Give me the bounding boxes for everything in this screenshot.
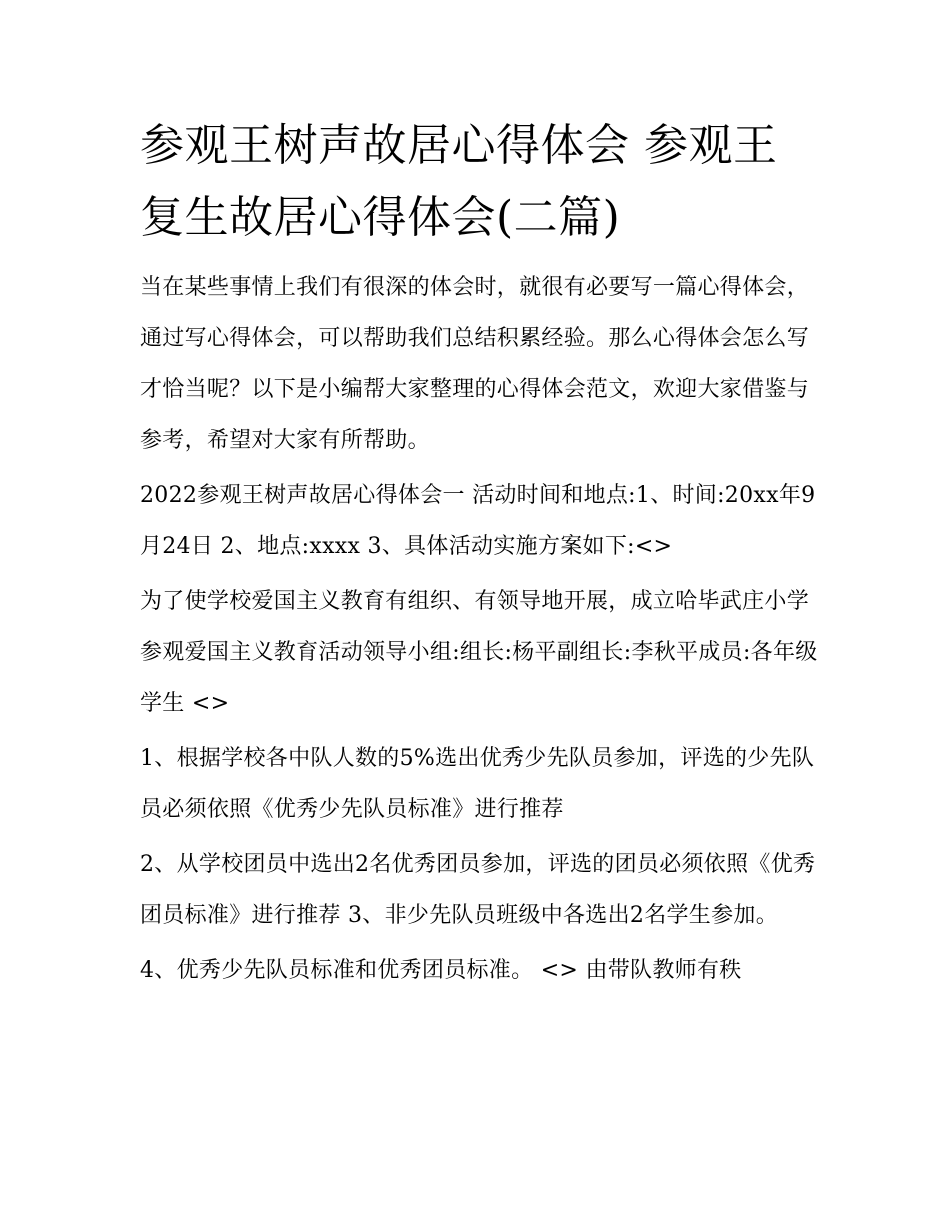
document-title: 参观王树声故居心得体会 参观王复生故居心得体会(二篇) [140,120,778,243]
paragraph-leadership-group: 为了使学校爱国主义教育有组织、有领导地开展，成立哈毕武庄小学参观爱国主义教育活动领导小组:组长:杨平副组长:李秋平成员:各年级学生 <> [140,589,818,716]
paragraph-selection-2: 2、从学校团员中选出2名优秀团员参加，评选的团员必须依照《优秀团员标准》进行推荐 3、非少先队员班级中各选出2名学生参加。 [140,852,816,928]
paragraph-selection-1: 1、根据学校各中队人数的5%选出优秀少先队员参加，评选的少先队员必须依照《优秀少先队员标准》进行推荐 [140,746,815,822]
paragraph-intro: 当在某些事情上我们有很深的体会时，就很有必要写一篇心得体会，通过写心得体会，可以帮助我们总结积累经验。那么心得体会怎么写才恰当呢？以下是小编帮大家整理的心得体会范文，欢迎大家借鉴与参考，希望对大家有所帮助。 [140,275,810,453]
paragraph-selection-4: 4、优秀少先队员标准和优秀团员标准。 <> 由带队教师有秩 [140,958,742,983]
document-page [140,110,820,996]
paragraph-activity-time: 2022参观王树声故居心得体会一 活动时间和地点:1、时间:20xx年9月24日 2、地点:xxxx 3、具体活动实施方案如下:<> [140,483,816,559]
